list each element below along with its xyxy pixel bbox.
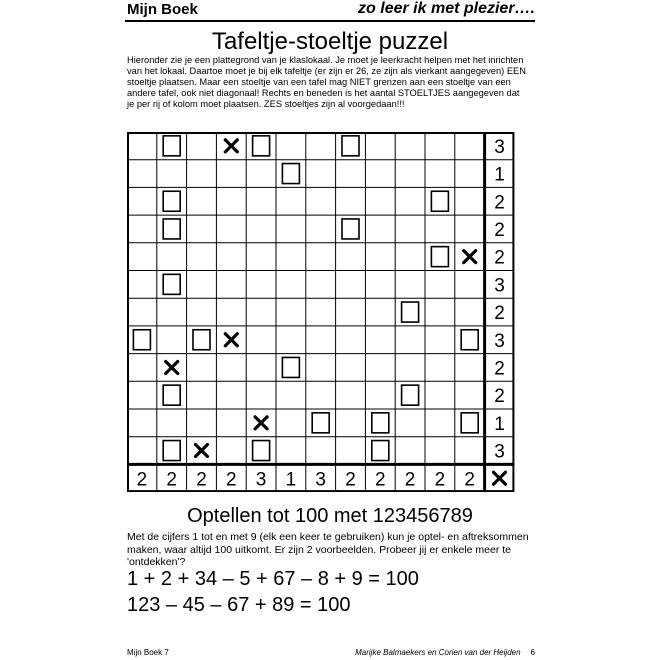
row-count: 1 xyxy=(494,413,505,435)
column-count: 2 xyxy=(136,469,148,491)
table-square xyxy=(282,357,299,377)
column-count: 2 xyxy=(226,469,237,491)
header-slogan: zo leer ik met plezier…. xyxy=(358,0,535,17)
row-count: 3 xyxy=(494,275,505,297)
column-count: 2 xyxy=(434,469,446,491)
table-square xyxy=(282,164,299,184)
row-count: 2 xyxy=(494,303,505,325)
grid-border xyxy=(128,133,513,491)
footer-book: Mijn Boek 7 xyxy=(127,648,169,657)
section2-title: Optellen tot 100 met 123456789 xyxy=(187,505,473,527)
column-count: 2 xyxy=(404,469,416,491)
header-divider xyxy=(125,20,535,22)
example-equation-1: 1 + 2 + 34 – 5 + 67 – 8 + 9 = 100 xyxy=(127,568,419,590)
table-square xyxy=(342,136,359,156)
column-count: 3 xyxy=(315,469,326,491)
table-square xyxy=(312,413,329,433)
table-square xyxy=(163,385,180,405)
footer-authors xyxy=(355,648,535,657)
column-count: 3 xyxy=(255,469,267,491)
section2-paragraph: Met de cijfers 1 tot en met 9 (elk een keer te gebruiken) kun je optel- en aftreksommen maken, waar altijd 100 uitkomt. Er zijn 2 voorbeelden. Probeer jij er enkele meer te 'ontdekken'? xyxy=(127,531,529,568)
column-count: 2 xyxy=(345,469,356,491)
column-count: 2 xyxy=(375,469,386,491)
row-count: 1 xyxy=(494,164,505,186)
row-count: 2 xyxy=(494,358,505,380)
table-square xyxy=(431,191,448,211)
table-square xyxy=(163,136,180,156)
table-square xyxy=(163,274,180,294)
column-count: 2 xyxy=(166,469,177,491)
example-equation-2: 123 – 45 – 67 + 89 = 100 xyxy=(127,594,351,616)
table-square xyxy=(193,330,210,350)
table-square xyxy=(431,247,448,267)
puzzle-grid xyxy=(127,132,515,492)
row-count: 2 xyxy=(494,247,505,269)
table-square xyxy=(133,330,150,350)
row-count: 3 xyxy=(494,330,505,352)
row-count: 2 xyxy=(494,192,505,214)
table-square xyxy=(342,219,359,239)
table-square xyxy=(163,219,180,239)
page-title: Tafeltje-stoeltje puzzel xyxy=(211,28,449,55)
row-count: 3 xyxy=(494,136,505,158)
intro-paragraph: Hieronder zie je een plattegrond van je klaslokaal. Je moet je leerkracht helpen met het inrichten van het lokaal. Daartoe moet je bij elk tafeltje (er zijn er 26, ze zijn als vierkant aangegeven) EEN stoeltje plaatsen. Maar een stoeltje van een tafel mag NIET grenzen aan een stoeltje van een andere tafel, ook niet diagonaal! Rechts en beneden is het aantal STOELTJES aangegeven dat je per rij of kolom moet plaatsen. ZES stoeltjes zijn al voorgedaan!!! xyxy=(127,55,526,109)
row-count: 2 xyxy=(494,386,505,408)
column-count: 1 xyxy=(285,469,297,491)
table-square xyxy=(253,136,270,156)
footer-authors-text: Marijke Balmaekers en Corien van der Heijden xyxy=(355,648,521,657)
table-square xyxy=(163,441,180,461)
table-square xyxy=(461,330,478,350)
row-count: 2 xyxy=(494,219,505,241)
header-book-title: Mijn Boek xyxy=(127,1,198,18)
table-square xyxy=(163,191,180,211)
table-square xyxy=(372,441,389,461)
page-number: 6 xyxy=(530,648,535,657)
table-square xyxy=(402,302,419,322)
column-count: 2 xyxy=(196,469,207,491)
table-square xyxy=(461,413,478,433)
table-square xyxy=(402,385,419,405)
column-count: 2 xyxy=(464,469,475,491)
table-square xyxy=(253,441,270,461)
row-count: 3 xyxy=(494,441,505,463)
table-square xyxy=(372,413,389,433)
